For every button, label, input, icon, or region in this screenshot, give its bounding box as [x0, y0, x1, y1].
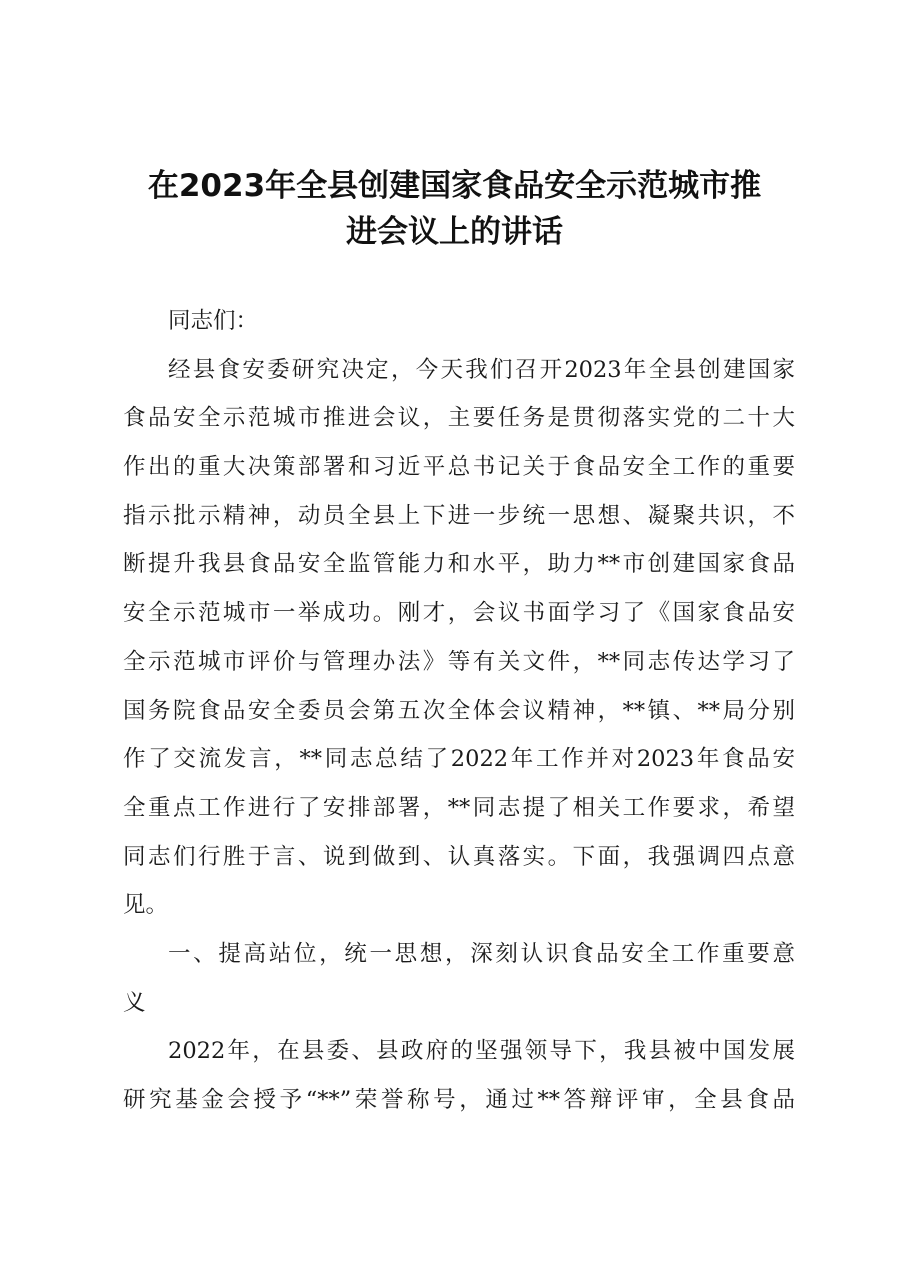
text-line: 断提升我县食品安全监管能力和水平，助力**市创建国家食品: [123, 551, 795, 578]
document-body: [123, 297, 795, 1125]
body-paragraph: [123, 346, 795, 930]
text-line: 国务院食品安全委员会第五次全体会议精神，**镇、**局分别: [123, 697, 795, 724]
text-line: 作了交流发言，**同志总结了2022年工作并对2023年食品安: [123, 746, 795, 773]
salutation: 同志们：: [168, 308, 259, 334]
salutation-paragraph: [123, 297, 795, 346]
text-line: 安全示范城市一举成功。刚才，会议书面学习了《国家食品安: [123, 600, 795, 627]
title-line: 进会议上的讲话: [346, 214, 563, 250]
text-line: 见。: [123, 892, 169, 919]
text-line: 2022年，在县委、县政府的坚强领导下，我县被中国发展: [168, 1038, 795, 1065]
body-paragraph: [123, 1027, 795, 1124]
text-line: 全示范城市评价与管理办法》等有关文件，**同志传达学习了: [123, 648, 795, 675]
text-line: 义: [123, 989, 146, 1016]
text-line: 经县食安委研究决定，今天我们召开2023年全县创建国家: [168, 356, 795, 383]
text-line: 研究基金会授予“**”荣誉称号，通过**答辩评审，全县食品: [123, 1087, 795, 1113]
section-heading: [123, 930, 795, 1027]
title-line: 在2023年全县创建国家食品安全示范城市推: [147, 168, 762, 204]
document-title: [100, 163, 809, 255]
text-line: 食品安全示范城市推进会议，主要任务是贯彻落实党的二十大: [123, 405, 795, 432]
text-line: 指示批示精神，动员全县上下进一步统一思想、凝聚共识，不: [123, 502, 795, 529]
text-line: 作出的重大决策部署和习近平总书记关于食品安全工作的重要: [123, 454, 795, 481]
text-line: 同志们行胜于言、说到做到、认真落实。下面，我强调四点意: [123, 843, 795, 870]
text-line: 全重点工作进行了安排部署，**同志提了相关工作要求，希望: [123, 794, 795, 821]
text-line: 一、提高站位，统一思想，深刻认识食品安全工作重要意: [168, 940, 795, 967]
